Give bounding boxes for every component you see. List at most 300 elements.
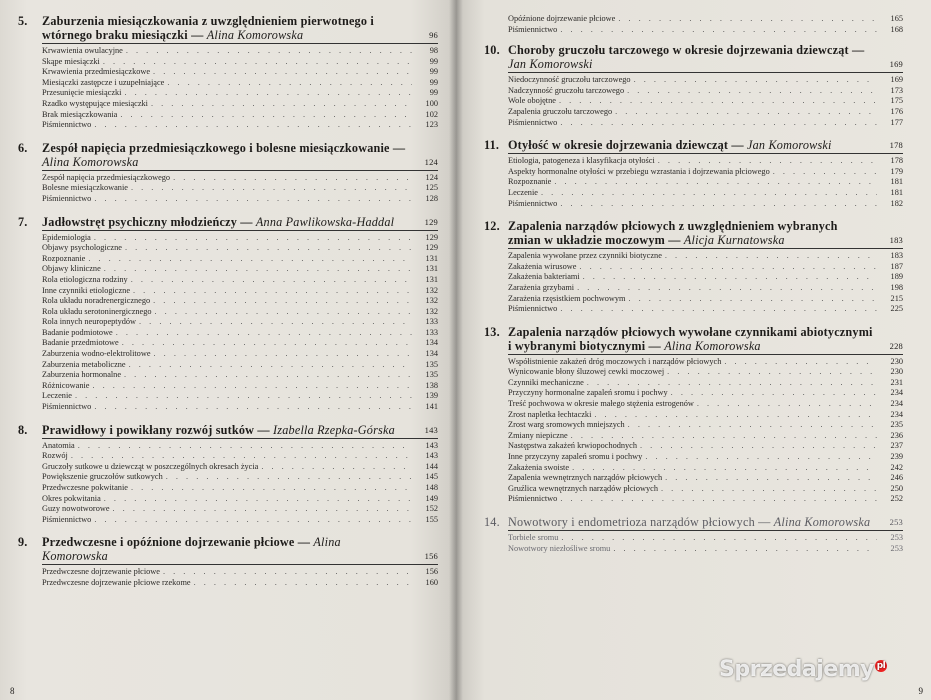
toc-entry-page: 215	[890, 293, 903, 303]
dot-leader	[128, 183, 412, 194]
toc-chapter	[484, 325, 903, 505]
toc-entry-title: Krwawienia przedmiesiączkowe	[42, 67, 151, 77]
right-page	[456, 0, 931, 700]
toc-entry-title: Zaburzenia wodno-elektrolitowe	[42, 349, 151, 359]
toc-entry-page: 189	[890, 272, 903, 282]
chapter-title: Otyłość w okresie dojrzewania dziewcząt —	[508, 138, 744, 153]
toc-entry	[42, 286, 438, 297]
toc-entry-page: 225	[890, 304, 903, 314]
toc-entry	[42, 173, 438, 184]
dot-leader	[574, 283, 877, 294]
toc-entry	[42, 264, 438, 275]
dot-leader	[151, 349, 412, 360]
toc-entry-page: 139	[425, 391, 438, 401]
dot-leader	[584, 378, 877, 389]
dot-leader	[770, 167, 877, 178]
toc-entry-title: Nowotwory niezłośliwe sromu	[508, 543, 611, 553]
toc-entry	[508, 188, 903, 199]
toc-entry-page: 230	[890, 356, 903, 366]
toc-entry	[42, 120, 438, 131]
chapter-heading	[18, 14, 438, 42]
toc-entry-page: 134	[425, 338, 438, 348]
chapter-entries	[42, 173, 438, 205]
toc-entry-page: 183	[890, 251, 903, 261]
toc-chapter	[18, 14, 438, 131]
toc-entry	[508, 410, 903, 421]
toc-entry-page: 169	[890, 75, 903, 85]
chapter-author: Alina Komorowska	[42, 535, 341, 564]
toc-entry-page: 135	[425, 359, 438, 369]
chapter-entries	[42, 46, 438, 131]
toc-entry-page: 253	[890, 543, 903, 553]
toc-entry-title: Zaburzenia metaboliczne	[42, 359, 126, 369]
chapter-number: 8.	[18, 422, 28, 437]
toc-entry	[42, 78, 438, 89]
toc-entry	[42, 578, 438, 589]
toc-entry-page: 234	[890, 409, 903, 419]
chapter-entries	[508, 156, 903, 209]
toc-entry-title: Zakażenia wirusowe	[508, 261, 577, 271]
toc-entry-title: Zmiany niepiczne	[508, 430, 568, 440]
chapter-rule	[42, 438, 438, 439]
toc-entry	[508, 544, 903, 555]
toc-chapter	[484, 219, 903, 315]
toc-entry	[42, 402, 438, 413]
chapter-entries	[42, 567, 438, 588]
toc-entry-title: Krwawienia owulacyjne	[42, 46, 123, 55]
toc-entry-title: Piśmiennictwo	[508, 117, 558, 127]
chapter-author: Alina Komorowska	[773, 515, 871, 529]
toc-entry-page: 143	[425, 451, 438, 461]
chapter-rule	[42, 564, 438, 565]
toc-entry	[508, 378, 903, 389]
toc-entry-title: Brak miesiączkowania	[42, 109, 118, 119]
chapter-heading	[484, 43, 903, 71]
dot-leader	[625, 420, 877, 431]
toc-entry-title: Zapalenia gruczołu tarczowego	[508, 106, 613, 116]
chapter-rule	[508, 354, 903, 355]
toc-entry-page: 129	[425, 243, 438, 253]
toc-entry-title: Piśmiennictwo	[42, 120, 92, 130]
toc-entry-title: Zakażenia bakteriami	[508, 272, 580, 282]
chapter-page: 96	[429, 30, 438, 40]
toc-chapter	[18, 215, 438, 413]
dot-leader	[694, 399, 877, 410]
toc-entry	[508, 463, 903, 474]
toc-entry-page: 99	[429, 56, 438, 66]
chapter-title-block	[508, 138, 877, 152]
toc-entry	[42, 338, 438, 349]
toc-entry	[42, 441, 438, 452]
dot-leader	[637, 441, 877, 452]
toc-entry-page: 235	[890, 420, 903, 430]
chapter-title: Zespół napięcia przedmiesiączkowego i bolesne miesiączkowanie —	[42, 140, 406, 155]
toc-chapter	[484, 43, 903, 128]
toc-entry	[42, 183, 438, 194]
chapter-title: Zapalenia narządów płciowych z uwzględnieniem wybranych zmian w układzie moczowym —	[508, 219, 838, 248]
chapter-title-block	[508, 325, 877, 353]
dot-leader	[569, 463, 877, 474]
toc-entry-title: Bolesne miesiączkowanie	[42, 183, 128, 193]
toc-entry	[508, 484, 903, 495]
toc-entry-title: Badanie przedmiotowe	[42, 338, 119, 348]
toc-entry-page: 237	[890, 441, 903, 451]
chapter-number: 12.	[484, 219, 500, 234]
toc-entry	[42, 275, 438, 286]
toc-entry-title: Zarażenia rzęsistkiem pochwowym	[508, 293, 626, 303]
toc-entry-title: Wole obojętne	[508, 96, 556, 106]
toc-entry-page: 128	[425, 193, 438, 203]
toc-entry-title: Gruźlica wewnętrznych narządów płciowych	[508, 483, 658, 493]
dot-leader	[100, 57, 412, 68]
toc-entry-page: 132	[425, 306, 438, 316]
dot-leader	[568, 431, 877, 442]
chapter-title-block	[42, 423, 412, 437]
toc-entry	[508, 494, 903, 505]
dot-leader	[655, 156, 877, 167]
toc-entry-title: Piśmiennictwo	[42, 514, 92, 524]
toc-entry	[508, 25, 903, 36]
toc-entry-page: 131	[425, 274, 438, 284]
toc-entry-page: 165	[890, 14, 903, 23]
toc-entry-title: Zakażenia swoiste	[508, 462, 570, 472]
toc-entry	[42, 296, 438, 307]
toc-entry-page: 132	[425, 296, 438, 306]
chapter-number: 9.	[18, 535, 28, 550]
toc-entry-page: 145	[425, 472, 438, 482]
toc-entry-page: 173	[890, 85, 903, 95]
toc-entry-page: 250	[890, 483, 903, 493]
toc-entry-title: Skąpe miesiączki	[42, 56, 100, 66]
toc-entry-page: 99	[429, 88, 438, 98]
toc-entry	[42, 194, 438, 205]
toc-entry-page: 132	[425, 285, 438, 295]
dot-leader	[110, 504, 412, 515]
chapter-author: Jan Komorowski	[508, 57, 593, 72]
toc-entry-page: 177	[890, 117, 903, 127]
chapter-heading	[18, 423, 438, 437]
chapter-rule	[508, 248, 903, 249]
chapter-title: Przedwczesne i opóźnione dojrzewanie płciowe —	[42, 535, 311, 550]
chapter-title: Zapalenia narządów płciowych wywołane czynnikami abiotycznymi i wybranymi biotycznymi —	[508, 324, 873, 353]
dot-leader	[538, 188, 877, 199]
toc-chapter	[18, 141, 438, 205]
dot-leader	[557, 25, 877, 36]
toc-entry-page: 231	[890, 377, 903, 387]
dot-leader	[662, 251, 877, 262]
toc-entry	[42, 233, 438, 244]
page-number-left: 8	[10, 686, 15, 696]
chapter-author: Jan Komorowski	[747, 138, 832, 153]
dot-leader	[136, 317, 412, 328]
toc-entry-title: Niedoczynność gruczołu tarczowego	[508, 75, 631, 85]
dot-leader	[557, 494, 877, 505]
dot-leader	[128, 483, 412, 494]
chapter-rule	[508, 530, 903, 531]
dot-leader	[91, 402, 412, 413]
dot-leader	[557, 199, 877, 210]
toc-entry-title: Piśmiennictwo	[508, 494, 558, 504]
toc-entry	[42, 360, 438, 371]
toc-entry-title: Przedwczesne dojrzewanie płciowe	[42, 567, 160, 577]
watermark-badge: pl	[876, 660, 886, 671]
toc-entry-title: Anatomia	[42, 440, 75, 450]
toc-entry-title: Zapalenia wewnętrznych narządów płciowych	[508, 473, 663, 483]
toc-entry-title: Rola układu noradrenergicznego	[42, 296, 151, 306]
toc-entry-page: 168	[890, 24, 903, 34]
chapter-number: 10.	[484, 43, 500, 58]
toc-entry-page: 181	[890, 177, 903, 187]
chapter-page: 143	[424, 424, 438, 435]
chapter-number: 7.	[18, 214, 28, 229]
chapter-heading	[484, 219, 903, 247]
dot-leader	[123, 46, 412, 57]
toc-entry	[42, 462, 438, 473]
dot-leader	[148, 99, 412, 110]
toc-entry	[508, 452, 903, 463]
chapter-page: 183	[889, 235, 903, 246]
dot-leader	[591, 410, 877, 421]
dot-leader	[624, 86, 877, 97]
toc-entry-title: Zespół napięcia przedmiesiączkowego	[42, 172, 171, 182]
toc-entry	[508, 272, 903, 283]
dot-leader	[610, 544, 877, 555]
toc-entry-title: Inne przyczyny zapaleń sromu i pochwy	[508, 452, 643, 462]
chapter-number: 6.	[18, 140, 28, 155]
toc-entry-title: Zapalenia wywołane przez czynniki biotyczne	[508, 251, 662, 261]
toc-entry-title: Miesiączki zastępcze i uzupełniające	[42, 77, 165, 87]
dot-leader	[557, 118, 877, 129]
toc-entry-page: 99	[429, 67, 438, 77]
left-page	[0, 0, 456, 700]
toc-entry	[42, 307, 438, 318]
chapter-entries	[508, 75, 903, 128]
chapter-page: 253	[889, 517, 903, 527]
chapter-heading	[484, 325, 903, 353]
toc-entry	[508, 420, 903, 431]
dot-leader	[576, 262, 877, 273]
toc-entry-title: Różnicowanie	[42, 380, 90, 390]
dot-leader	[664, 367, 877, 378]
toc-entry-page: 129	[425, 232, 438, 242]
dot-leader	[612, 107, 877, 118]
toc-entry-title: Przesunięcie miesiączki	[42, 88, 122, 98]
toc-entry	[508, 533, 903, 544]
toc-entry	[508, 14, 903, 25]
toc-entry	[508, 177, 903, 188]
toc-entry	[508, 441, 903, 452]
toc-entry-title: Guzy nowotworowe	[42, 504, 110, 514]
dot-leader	[91, 120, 412, 131]
toc-entry	[42, 494, 438, 505]
toc-entry	[508, 96, 903, 107]
chapter-rule	[42, 170, 438, 171]
toc-entry-page: 138	[425, 380, 438, 390]
toc-entry-page: 155	[425, 514, 438, 524]
toc-entry-title: Objawy kliniczne	[42, 264, 101, 274]
toc-entry	[508, 431, 903, 442]
toc-entry-title: Rzadko występujące miesiączki	[42, 98, 148, 108]
dot-leader	[150, 67, 412, 78]
toc-entry-page: 149	[425, 493, 438, 503]
chapter-heading	[18, 535, 438, 563]
chapter-entries	[42, 441, 438, 526]
dot-leader	[75, 441, 412, 452]
dot-leader	[72, 391, 412, 402]
chapter-number: 13.	[484, 324, 500, 339]
toc-entry-title: Piśmiennictwo	[42, 402, 92, 412]
toc-entry-title: Przedwczesne pokwitanie	[42, 483, 128, 492]
dot-leader	[556, 96, 877, 107]
toc-entry-title: Piśmiennictwo	[508, 198, 558, 208]
dot-leader	[126, 360, 412, 371]
toc-entry-title: Rozpoznanie	[508, 177, 552, 187]
chapter-number: 11.	[484, 138, 500, 153]
dot-leader	[101, 494, 412, 505]
toc-entry-page: 134	[425, 349, 438, 359]
dot-leader	[121, 370, 412, 381]
toc-entry	[42, 567, 438, 578]
toc-entry	[42, 472, 438, 483]
dot-leader	[615, 14, 877, 25]
toc-entry-title: Rozpoznanie	[42, 253, 86, 263]
chapter-page: 124	[424, 156, 438, 167]
toc-entry-title: Inne czynniki etiologiczne	[42, 285, 131, 295]
toc-entry-title: Zaburzenia hormonalne	[42, 370, 122, 380]
dot-leader	[551, 177, 877, 188]
toc-entry-title: Zrost warg sromowych mniejszych	[508, 420, 625, 430]
toc-entry-title: Opóźnione dojrzewanie płciowe	[508, 14, 616, 23]
dot-leader	[91, 194, 412, 205]
toc-entry	[508, 304, 903, 315]
toc-entry-title: Okres pokwitania	[42, 493, 101, 503]
toc-entry-title: Zarażenia grzybami	[508, 282, 575, 292]
dot-leader	[91, 233, 412, 244]
dot-leader	[113, 328, 412, 339]
chapter-title-block	[508, 219, 877, 247]
chapter-rule	[42, 230, 438, 231]
toc-entry-page: 253	[890, 533, 903, 542]
toc-entry	[508, 367, 903, 378]
toc-entry	[42, 328, 438, 339]
dot-leader	[89, 381, 412, 392]
chapter-title-block	[508, 43, 877, 71]
toc-entry	[508, 199, 903, 210]
toc-entry-page: 148	[425, 483, 438, 492]
toc-entry-title: Leczenie	[42, 391, 72, 401]
dot-leader	[558, 533, 877, 544]
chapter-heading	[18, 141, 438, 169]
toc-entry	[508, 118, 903, 129]
toc-entry-page: 131	[425, 253, 438, 263]
toc-entry-page: 182	[890, 198, 903, 208]
dot-leader	[580, 272, 877, 283]
chapter-rule	[508, 72, 903, 73]
toc-entry	[42, 515, 438, 526]
chapter-entries	[508, 251, 903, 315]
chapter-rule	[42, 43, 438, 44]
toc-entry	[508, 75, 903, 86]
dot-leader	[101, 264, 412, 275]
dot-leader	[117, 110, 412, 121]
toc-entry	[42, 317, 438, 328]
carryover-entries	[508, 14, 903, 35]
chapter-entries	[508, 533, 903, 554]
chapter-number: 14.	[484, 515, 500, 529]
toc-entry-page: 179	[890, 166, 903, 176]
toc-entry-title: Rozwój	[42, 451, 68, 461]
toc-entry	[42, 349, 438, 360]
toc-entry	[508, 86, 903, 97]
toc-entry	[42, 391, 438, 402]
toc-entry-title: Powiększenie gruczołów sutkowych	[42, 472, 163, 482]
toc-entry-page: 135	[425, 370, 438, 380]
toc-entry	[508, 294, 903, 305]
toc-entry	[42, 504, 438, 515]
book-gutter	[449, 0, 463, 700]
chapter-title: Jadłowstręt psychiczny młodzieńczy —	[42, 214, 253, 229]
chapter-title: Prawidłowy i powikłany rozwój sutków —	[42, 422, 270, 437]
chapter-page: 156	[424, 551, 438, 562]
chapter-author: Alina Komorowska	[42, 154, 139, 169]
toc-entry-title: Treść pochwowa w okresie małego stężenia estrogenów	[508, 399, 694, 409]
dot-leader	[191, 578, 412, 589]
toc-entry-title: Czynniki mechaniczne	[508, 377, 584, 387]
dot-leader	[91, 515, 412, 526]
chapter-title-block	[42, 535, 412, 563]
dot-leader	[68, 451, 412, 462]
chapter-entries	[508, 357, 903, 505]
toc-entry	[42, 381, 438, 392]
toc-entry-page: 144	[425, 461, 438, 471]
chapter-title-block	[42, 215, 412, 229]
dot-leader	[130, 286, 412, 297]
toc-entry	[508, 399, 903, 410]
dot-leader	[121, 88, 412, 99]
chapter-title: Zaburzenia miesiączkowania z uwzględnieniem pierwotnego i wtórnego braku miesiączki —	[42, 14, 374, 42]
toc-entry	[42, 451, 438, 462]
toc-entry	[42, 370, 438, 381]
toc-entry-title: Przyczyny hormonalne zapaleń sromu i pochwy	[508, 388, 668, 398]
dot-leader	[642, 452, 877, 463]
toc-entry	[508, 388, 903, 399]
toc-entry-page: 100	[425, 98, 438, 108]
toc-entry-title: Piśmiennictwo	[42, 193, 92, 203]
toc-entry-page: 141	[425, 402, 438, 412]
toc-entry-page: 234	[890, 399, 903, 409]
toc-entry-page: 160	[425, 577, 438, 587]
toc-entry-page: 176	[890, 106, 903, 116]
toc-entry-page: 198	[890, 282, 903, 292]
dot-leader	[150, 296, 412, 307]
dot-leader	[152, 307, 412, 318]
toc-entry-title: Rola układu serotoninergicznego	[42, 306, 152, 316]
toc-entry	[42, 46, 438, 57]
toc-entry-page: 102	[425, 109, 438, 119]
dot-leader	[122, 243, 412, 254]
toc-entry-page: 187	[890, 261, 903, 271]
toc-entry	[508, 251, 903, 262]
toc-entry-title: Torbiele sromu	[508, 533, 559, 542]
dot-leader	[658, 484, 877, 495]
toc-entry-title: Gruczoły sutkowe u dziewcząt w poszczególnych okresach życia	[42, 461, 259, 471]
watermark-text: Sprzedajemy	[719, 657, 874, 682]
toc-entry-title: Etiologia, patogeneza i klasyfikacja otyłości	[508, 156, 655, 166]
chapter-page: 129	[424, 216, 438, 227]
toc-entry-title: Przedwczesne dojrzewanie płciowe rzekome	[42, 577, 191, 587]
toc-entry-title: Epidemiologia	[42, 232, 91, 242]
chapter-number: 5.	[18, 14, 28, 28]
